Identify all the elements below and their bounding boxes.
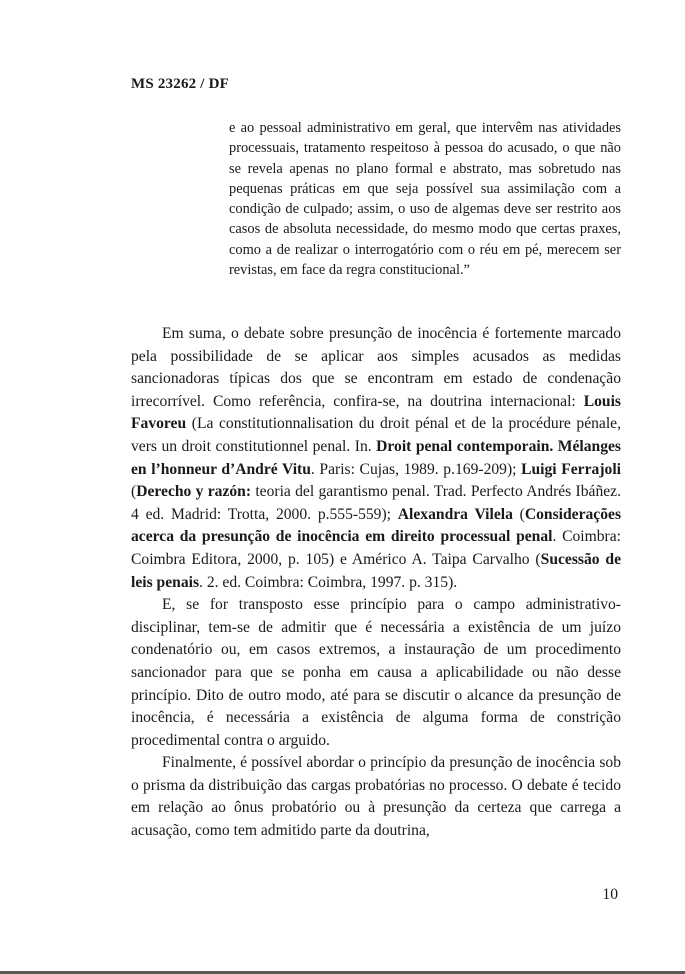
author-favoreu: Louis Favoreu <box>131 392 621 433</box>
work-title-droit-penal: Droit penal contemporain. Mélanges en l’honneur d’André Vitu <box>131 437 621 478</box>
work-title-sucessao: Sucessão de leis penais <box>131 550 622 591</box>
text-run: ( <box>131 483 137 501</box>
text-run: ( <box>512 505 525 523</box>
text-run: Em suma, o debate sobre presunção de inocência é fortemente marcado pela possibilidade de se aplicar aos simples acusados as medidas sancionadoras típicas dos que se encontram em estado de condenação irrecorrível. Como referência, confira-se, na doutrina internacional: <box>131 325 621 410</box>
text-run: . Coimbra: Coimbra Editora, 2000, p. 105) e Américo A. Taipa Carvalho ( <box>131 528 621 568</box>
author-vilela: Alexandra Vilela <box>397 505 513 523</box>
work-title-consideracoes: Considerações acerca da presunção de inocência em direito processual penal <box>131 505 622 546</box>
body-text <box>131 323 621 843</box>
text-run: . 2. ed. Coimbra: Coimbra, 1997. p. 315). <box>199 573 458 591</box>
paragraph-burden-of-proof: Finalmente, é possível abordar o princípio da presunção de inocência sob o prisma da distribuição das cargas probatórias no processo. O debate é tecido em relação ao ônus probatório ou à presunção da certeza que carrega a acusação, como tem admitido parte da doutrina, <box>131 754 621 840</box>
work-title-derecho-y-razon: Derecho y razón: <box>136 483 252 501</box>
paragraph-references <box>131 323 621 594</box>
text-run: (La constitutionnalisation du droit pénal et de la procédure pénale, vers un droit constitutionnel penal. In. <box>131 415 621 455</box>
case-header: MS 23262 / DF <box>131 76 230 92</box>
block-quote: e ao pessoal administrativo em geral, que intervêm nas atividades processuais, tratamento respeitoso à pessoa do acusado, o que não se revela apenas no plano formal e abstrato, mas sobretudo nas pequenas práticas em que seja possível sua assimilação com a condição de culpado; assim, o uso de algemas deve ser restrito aos casos de absoluta necessidade, do mesmo modo que certas praxes, como a de realizar o interrogatório com o réu em pé, merecem ser revistas, em face da regra constitucional.” <box>229 120 621 279</box>
author-ferrajoli: Luigi Ferrajoli <box>521 460 621 478</box>
paragraph-administrative: E, se for transposto esse princípio para o campo administrativo-disciplinar, tem-se de admitir que é necessária a existência de um juízo condenatório ou, em casos extremos, a instauração de um procedimento sancionador para que se ponha em causa a aplicabilidade ou não desse princípio. Dito de outro modo, até para se discutir o alcance da presunção de inocência, é necessária a existência de alguma forma de constrição procedimental contra o arguido. <box>131 596 621 749</box>
text-run: . Paris: Cujas, 1989. p.169-209); <box>310 460 522 478</box>
page-number: 10 <box>602 886 618 903</box>
text-run: teoria del garantismo penal. Trad. Perfecto Andrés Ibáñez. 4 ed. Madrid: Trotta, 2000. p.555-559); <box>131 483 621 523</box>
